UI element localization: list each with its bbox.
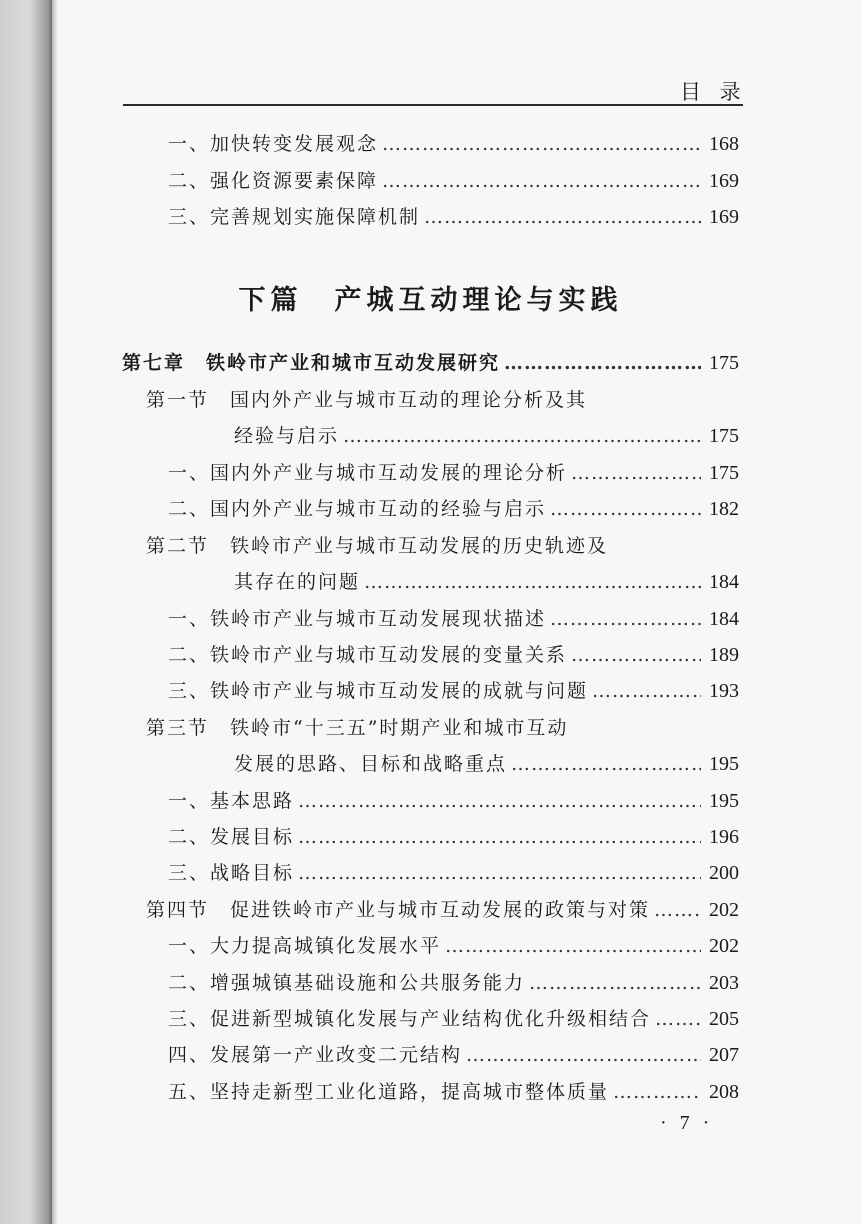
toc-entry-page: 182 [709, 498, 739, 520]
section-entry-cont[interactable] [234, 750, 739, 778]
toc-entry-text: 三、铁岭市产业与城市互动发展的成就与问题 [168, 680, 589, 702]
leader-dots [550, 495, 701, 523]
leader-dots [298, 859, 701, 887]
toc-entry-text: 三、战略目标 [168, 862, 295, 884]
toc-entry-text: 二、铁岭市产业与城市互动发展的变量关系 [168, 644, 568, 666]
section-title[interactable]: 第一节 国内外产业与城市互动的理论分析及其 [146, 389, 588, 411]
section-title[interactable]: 第二节 铁岭市产业与城市互动发展的历史轨迹及 [146, 535, 609, 557]
toc-entry[interactable] [168, 605, 739, 633]
toc-entry-page: 168 [709, 133, 739, 155]
toc-entry-text: 二、发展目标 [168, 826, 295, 848]
toc-entry[interactable] [168, 495, 739, 523]
toc-entry-page: 200 [709, 862, 739, 884]
toc-entry-page: 203 [709, 972, 739, 994]
running-header: 目 录 [680, 80, 747, 104]
toc-entry-page: 202 [709, 935, 739, 957]
section-title-cont: 经验与启示 [234, 425, 340, 447]
toc-entry-text: 五、坚持走新型工业化道路，提高城市整体质量 [168, 1081, 610, 1103]
header-rule [123, 104, 743, 106]
section-title-cont: 其存在的问题 [234, 571, 361, 593]
toc-entry[interactable] [168, 459, 739, 487]
section-entry-cont[interactable] [234, 422, 739, 450]
leader-dots [654, 896, 701, 924]
leader-dots [571, 459, 701, 487]
toc-entry[interactable] [168, 932, 739, 960]
toc-entry[interactable] [168, 677, 739, 705]
toc-entry[interactable] [168, 823, 739, 851]
leader-dots [298, 787, 701, 815]
toc-entry[interactable] [168, 167, 739, 195]
toc-entry-text: 二、增强城镇基础设施和公共服务能力 [168, 972, 526, 994]
section-page: 202 [709, 899, 739, 921]
toc-entry-page: 207 [709, 1044, 739, 1066]
toc-entry-page: 184 [709, 608, 739, 630]
toc-entry[interactable] [168, 203, 739, 231]
section-title: 第四节 促进铁岭市产业与城市互动发展的政策与对策 [146, 899, 651, 921]
toc-entry-page: 205 [709, 1008, 739, 1030]
toc-entry[interactable] [168, 969, 739, 997]
section-title[interactable]: 第三节 铁岭市“十三五”时期产业和城市互动 [146, 717, 569, 739]
leader-dots [343, 422, 701, 450]
leader-dots [613, 1078, 701, 1106]
chapter-title: 第七章 铁岭市产业和城市互动发展研究 [122, 352, 501, 374]
chapter-page: 175 [709, 352, 739, 374]
toc-entry-page: 196 [709, 826, 739, 848]
leader-dots [592, 677, 701, 705]
leader-dots [298, 823, 701, 851]
section-page: 195 [709, 753, 739, 775]
gutter-edge [52, 0, 58, 1224]
toc-entry[interactable] [168, 130, 739, 158]
toc-entry-page: 175 [709, 462, 739, 484]
leader-dots [424, 203, 701, 231]
toc-entry-text: 一、铁岭市产业与城市互动发展现状描述 [168, 608, 547, 630]
section-entry[interactable] [146, 896, 739, 924]
leader-dots [655, 1005, 701, 1033]
leader-dots [571, 641, 701, 669]
toc-entry-text: 二、强化资源要素保障 [168, 170, 379, 192]
toc-entry[interactable] [168, 1005, 739, 1033]
leader-dots [466, 1041, 701, 1069]
toc-entry-text: 一、加快转变发展观念 [168, 133, 379, 155]
leader-dots [445, 932, 701, 960]
leader-dots [529, 969, 701, 997]
toc-entry[interactable] [168, 787, 739, 815]
toc-entry-page: 195 [709, 790, 739, 812]
leader-dots [364, 568, 701, 596]
toc-entry-text: 四、发展第一产业改变二元结构 [168, 1044, 463, 1066]
toc-entry-text: 二、国内外产业与城市互动的经验与启示 [168, 498, 547, 520]
section-page: 184 [709, 571, 739, 593]
toc-entry-page: 193 [709, 680, 739, 702]
toc-entry-text: 三、完善规划实施保障机制 [168, 206, 421, 228]
page-number: · 7 · [660, 1112, 714, 1134]
leader-dots [382, 130, 701, 158]
book-gutter-shadow [0, 0, 52, 1224]
toc-entry[interactable] [168, 1078, 739, 1106]
leader-dots [511, 750, 701, 778]
section-page: 175 [709, 425, 739, 447]
toc-entry-page: 169 [709, 206, 739, 228]
section-entry-cont[interactable] [234, 568, 739, 596]
part-title: 下篇 产城互动理论与实践 [238, 285, 623, 316]
leader-dots [550, 605, 701, 633]
toc-entry[interactable] [168, 859, 739, 887]
toc-entry[interactable] [168, 641, 739, 669]
toc-entry-page: 169 [709, 170, 739, 192]
toc-entry-text: 一、基本思路 [168, 790, 295, 812]
leader-dots [504, 349, 701, 377]
toc-entry-page: 189 [709, 644, 739, 666]
toc-entry-text: 三、促进新型城镇化发展与产业结构优化升级相结合 [168, 1008, 652, 1030]
chapter-entry[interactable] [122, 349, 739, 377]
toc-entry-text: 一、大力提高城镇化发展水平 [168, 935, 442, 957]
toc-entry-text: 一、国内外产业与城市互动发展的理论分析 [168, 462, 568, 484]
toc-entry-page: 208 [709, 1081, 739, 1103]
section-title-cont: 发展的思路、目标和战略重点 [234, 753, 508, 775]
leader-dots [382, 167, 701, 195]
toc-entry[interactable] [168, 1041, 739, 1069]
